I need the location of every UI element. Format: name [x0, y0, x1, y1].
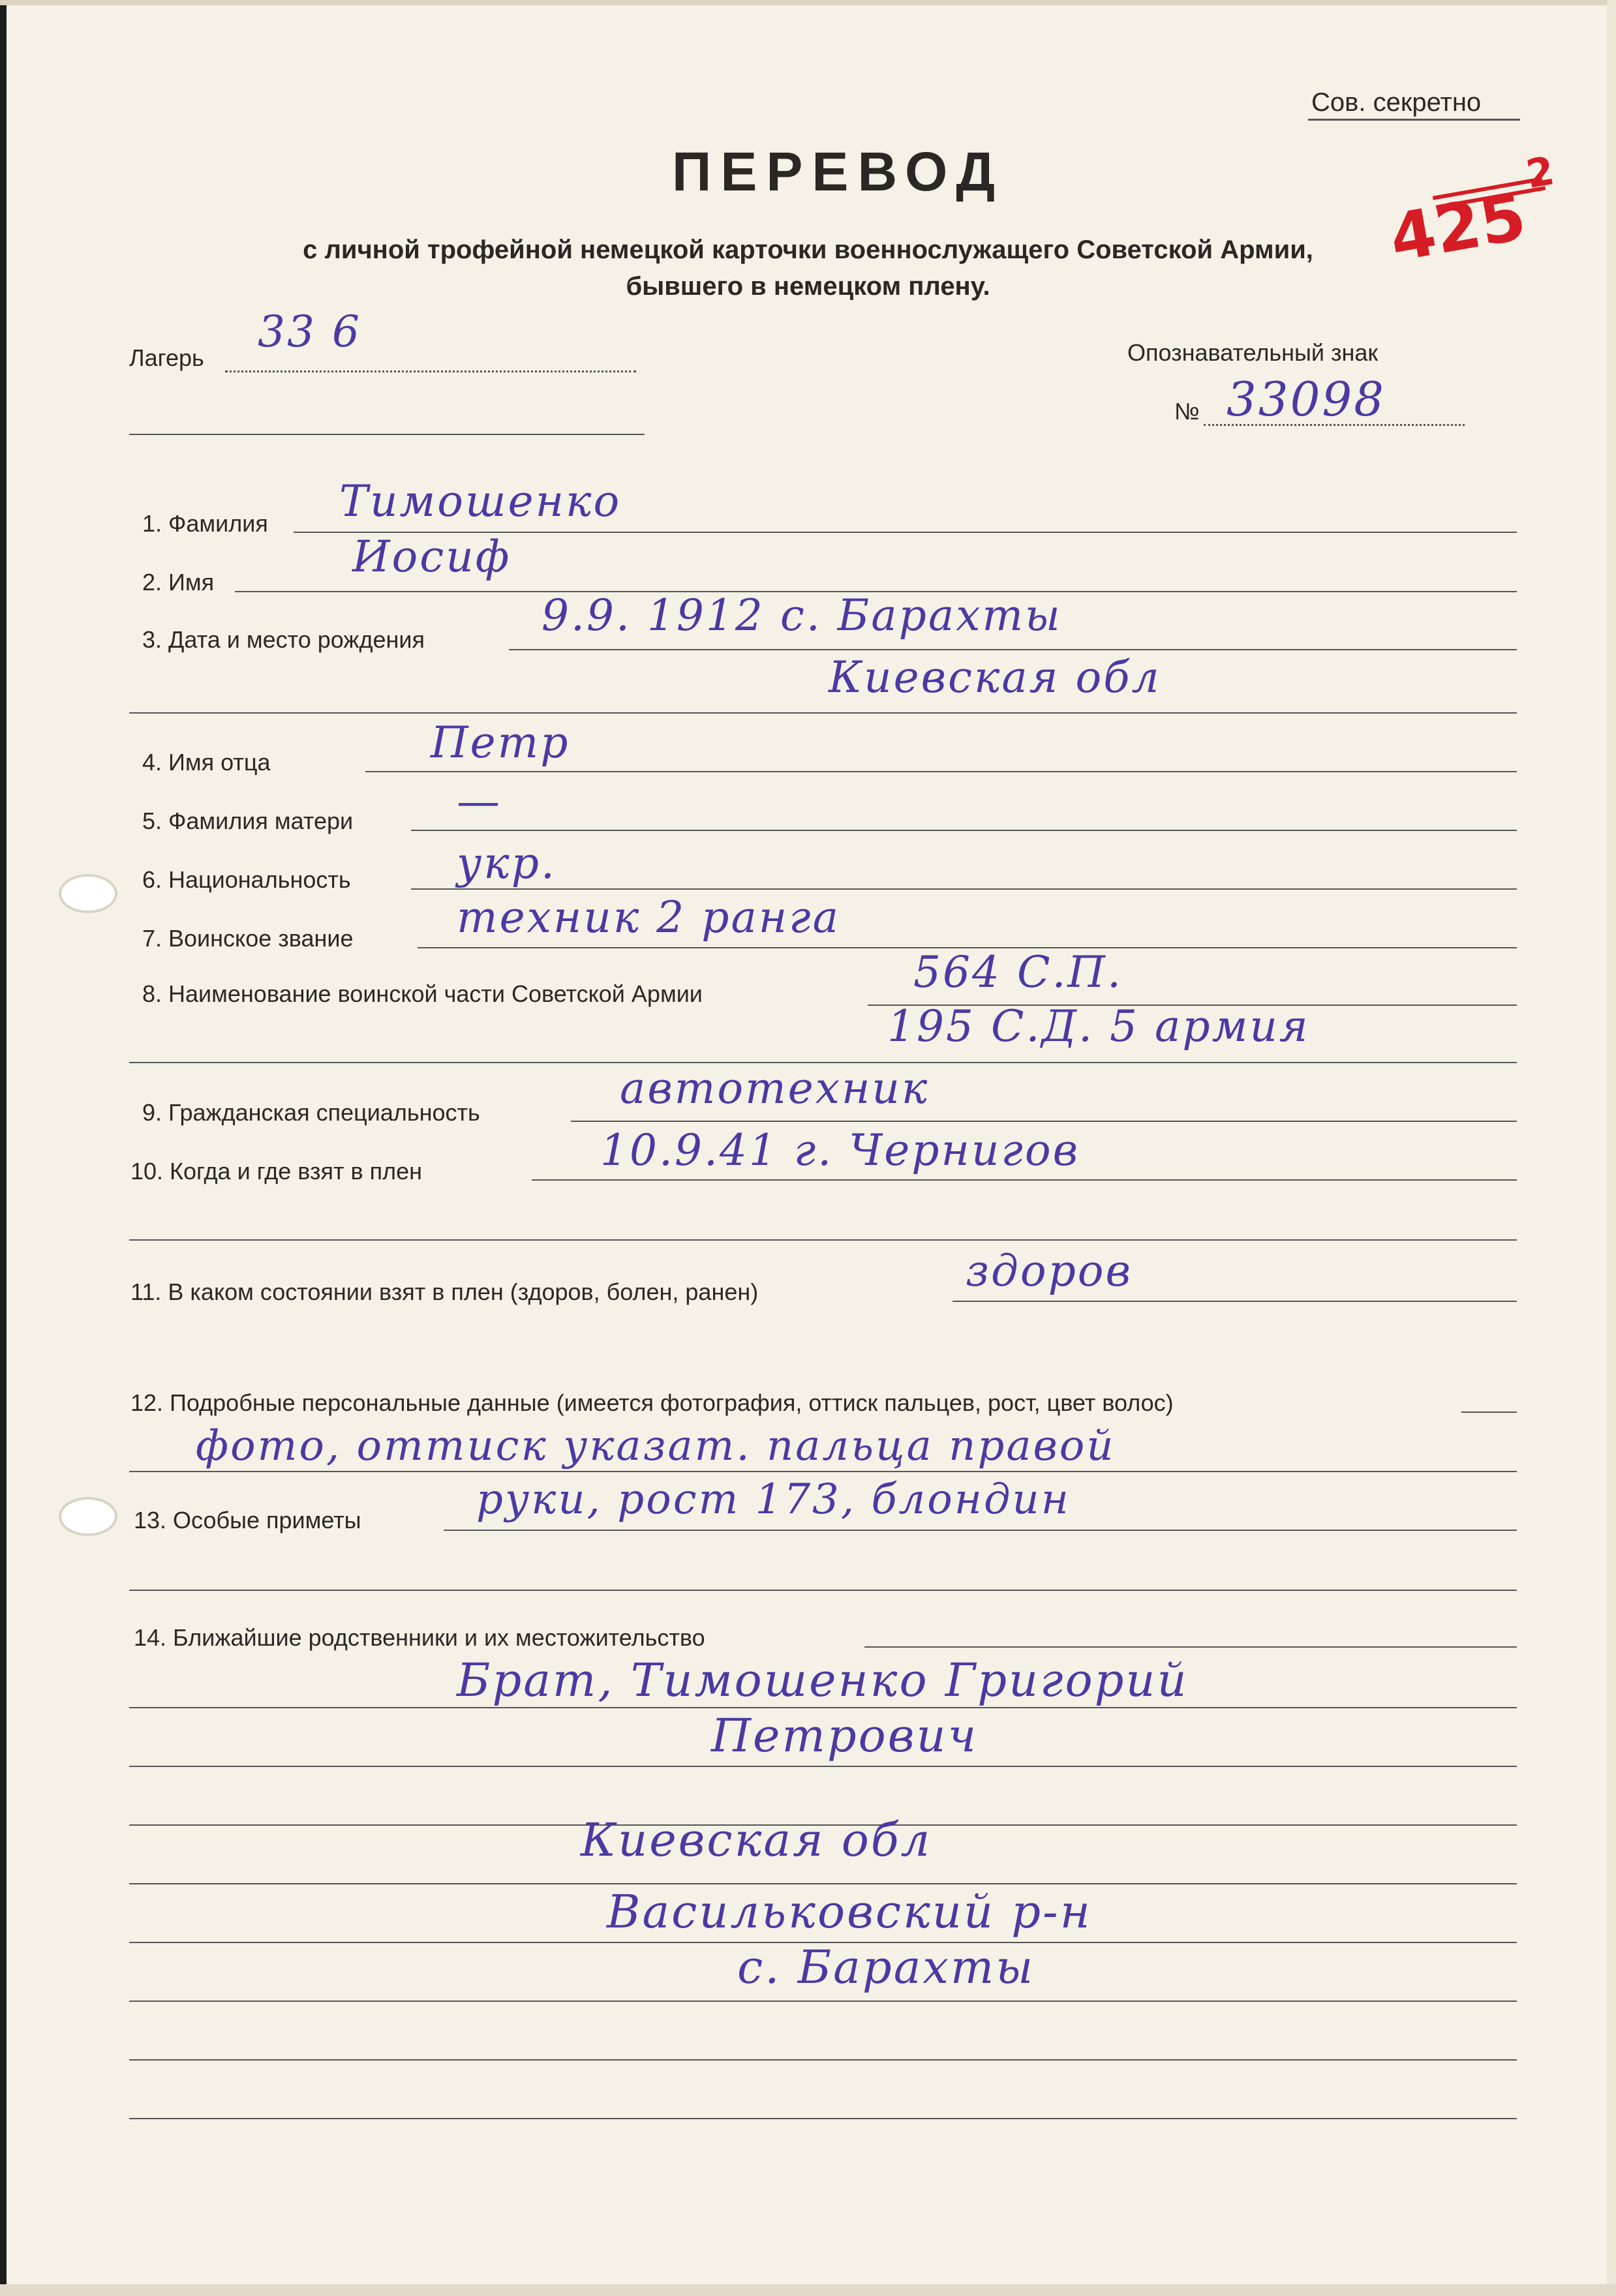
- field-14-line-2: [129, 1707, 1517, 1708]
- field-7-value: техник 2 ранга: [457, 892, 840, 943]
- document-title: ПЕРЕВОД: [672, 141, 1005, 202]
- field-6-label: 6. Национальность: [142, 866, 351, 893]
- field-14-line-7: [129, 2001, 1517, 2002]
- subtitle-line-2: бывшего в немецком плену.: [626, 272, 990, 301]
- field-10-label: 10. Когда и где взят в плен: [130, 1158, 422, 1185]
- field-3-value-2: Киевская обл: [829, 652, 1161, 702]
- field-9-value: автотехник: [620, 1063, 930, 1113]
- field-2-label: 2. Имя: [142, 569, 215, 596]
- id-mark-value: 33098: [1227, 372, 1386, 427]
- field-1-value: Тимошенко: [339, 476, 622, 526]
- classification-underline: [1308, 119, 1520, 121]
- field-11-value: здоров: [966, 1246, 1133, 1296]
- field-3-label: 3. Дата и место рождения: [142, 626, 425, 653]
- classification-stamp: Сов. секретно: [1311, 88, 1482, 117]
- field-7-label: 7. Воинское звание: [142, 925, 354, 952]
- field-8-value-2: 195 С.Д. 5 армия: [887, 1001, 1310, 1051]
- field-3-value: 9.9. 1912 с. Барахты: [541, 590, 1062, 641]
- field-11-line: [953, 1301, 1517, 1302]
- scan-edge-left: [0, 0, 7, 2296]
- camp-value: 33 6: [258, 307, 361, 357]
- field-9-label: 9. Гражданская специальность: [142, 1099, 480, 1126]
- field-14-value-line-4: Васильковский р-н: [607, 1885, 1092, 1939]
- field-13-line-2: [129, 1590, 1517, 1591]
- field-1-label: 1. Фамилия: [142, 510, 268, 537]
- field-10-line: [532, 1179, 1517, 1181]
- field-12-value: фото, оттиск указат. пальца правой: [196, 1422, 1116, 1470]
- id-mark-number-sign: №: [1174, 398, 1200, 425]
- field-2-value: Иосиф: [352, 532, 511, 582]
- field-3-line-2: [129, 712, 1517, 714]
- field-13-label: 13. Особые приметы: [134, 1507, 361, 1533]
- document-subtitle: [0, 232, 1616, 305]
- field-12-label: 12. Подробные персональные данные (имеется фотография, оттиск пальцев, рост, цвет волос): [130, 1389, 1174, 1416]
- punch-hole-upper: [59, 874, 117, 913]
- subtitle-line-1: с личной трофейной немецкой карточки военнослужащего Советской Армии,: [303, 235, 1313, 264]
- camp-line: [225, 370, 636, 372]
- field-13-line: [444, 1530, 1517, 1531]
- field-14-value-line-2: Петрович: [711, 1709, 979, 1762]
- field-14-line-3: [129, 1766, 1517, 1767]
- field-4-value: Петр: [431, 718, 570, 768]
- field-10-line-2: [129, 1239, 1517, 1241]
- field-3-line: [509, 649, 1517, 650]
- field-14-line-8: [129, 2059, 1517, 2061]
- field-6-value: укр.: [457, 838, 556, 888]
- field-12-line-2: [129, 1471, 1517, 1472]
- red-file-number: 425: [1384, 177, 1532, 277]
- field-14-line-9: [129, 2118, 1517, 2119]
- field-9-line: [571, 1121, 1517, 1122]
- field-5-label: 5. Фамилия матери: [142, 808, 354, 834]
- camp-line-2: [129, 434, 645, 435]
- field-5-value: —: [457, 776, 502, 826]
- red-file-number-superscript: 2: [1523, 147, 1558, 198]
- field-8-value: 564 С.П.: [913, 947, 1123, 997]
- field-14-value-line-1: Брат, Тимошенко Григорий: [457, 1654, 1189, 1707]
- camp-label: Лагерь: [129, 344, 204, 371]
- field-6-line: [411, 888, 1517, 890]
- field-13-value: руки, рост 173, блондин: [476, 1475, 1071, 1524]
- field-14-value-line-5: с. Барахты: [737, 1941, 1035, 1994]
- scan-edge-bottom: [0, 2284, 1616, 2296]
- field-5-line: [411, 830, 1517, 831]
- id-mark-label: Опознавательный знак: [1127, 339, 1379, 366]
- field-14-line-5: [129, 1883, 1517, 1884]
- field-14-label: 14. Ближайшие родственники и их местожительство: [134, 1624, 705, 1651]
- field-14-value-line-3: Киевская обл: [581, 1813, 932, 1867]
- field-14-line: [864, 1646, 1517, 1648]
- scan-edge-top: [0, 0, 1616, 5]
- field-10-value: 10.9.41 г. Чернигов: [600, 1125, 1080, 1175]
- field-4-label: 4. Имя отца: [142, 749, 271, 776]
- field-12-line: [1461, 1412, 1517, 1413]
- scan-edge-right: [1607, 0, 1616, 2296]
- field-11-label: 11. В каком состоянии взят в плен (здоров, болен, ранен): [130, 1278, 759, 1305]
- field-4-line: [365, 771, 1517, 772]
- punch-hole-lower: [59, 1497, 117, 1536]
- field-8-label: 8. Наименование воинской части Советской Армии: [142, 980, 703, 1007]
